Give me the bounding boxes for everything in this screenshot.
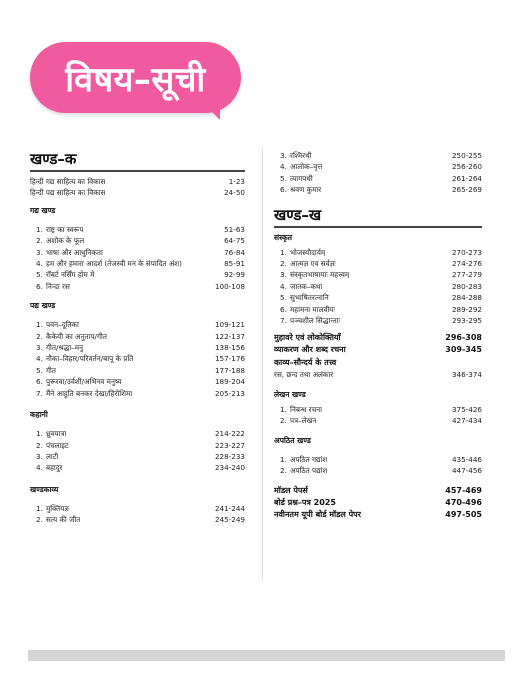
subsection-heading-padya: पद्य खण्ड [30, 301, 56, 311]
subsection-heading-kahani: कहानी [30, 410, 48, 420]
toc-entry[interactable]: 6. महामना मालवीयः 289-292 [280, 304, 482, 314]
toc-entry[interactable]: 4. जातक–कथा 280-283 [280, 281, 482, 291]
heading-rule [30, 170, 245, 172]
subsection-heading-sanskrit: संस्कृत [274, 232, 293, 242]
toc-entry[interactable]: 1. पवन–दूतिका 109-121 [36, 320, 245, 330]
toc-entry[interactable]: हिन्दी पद्य साहित्य का विकास 24-50 [30, 188, 245, 198]
subsection-heading-lekhan: लेखन खण्ड [274, 389, 306, 399]
subsection-heading-gadya: गद्य खण्ड [30, 205, 56, 215]
toc-entry[interactable]: 2. अशोक के फूल 64-75 [36, 236, 245, 246]
footer-bar [28, 650, 505, 661]
toc-entry[interactable]: 4. बहादुर 234-240 [36, 463, 245, 473]
toc-entry[interactable]: 2. पत्र–लेखन 427-434 [280, 416, 482, 426]
toc-entry[interactable]: 6. पुरूरवा/उर्वशी/अभिनव मनुष्य 189-204 [36, 377, 245, 387]
section-heading-khand-kha: खण्ड–ख [274, 205, 322, 224]
toc-entry[interactable]: 3. रश्मिरथी 250-255 [280, 151, 482, 160]
section-heading-khand-ka: खण्ड–क [30, 150, 77, 168]
toc-entry[interactable]: 7. मैंने आहुति बनकर देखा/हिरोशिमा 205-213 [36, 388, 245, 398]
page-title: विषय–सूची [65, 59, 206, 100]
toc-entry[interactable]: 2. सत्य की जीत 245-249 [36, 515, 245, 525]
column-divider [262, 148, 263, 580]
toc-entry[interactable]: 2. पंचलाइट 223-227 [36, 440, 245, 450]
toc-entry[interactable]: 5. सुभाषितरत्नानि 284-288 [280, 293, 482, 303]
toc-entry[interactable]: 1. भोजस्यौदार्यम् 270-273 [280, 247, 482, 257]
toc-entry[interactable]: 2. अपठित पद्यांश 447-456 [280, 466, 482, 476]
heading-rule [274, 226, 482, 228]
toc-entry[interactable]: 1. राष्ट्र का स्वरूप 51-63 [36, 224, 245, 234]
toc-entry-board-paper[interactable]: बोर्ड प्रश्न–पत्र 2025 470-496 [274, 497, 482, 507]
toc-entry[interactable]: 1. ध्रुवयात्रा 214-222 [36, 429, 245, 439]
toc-entry[interactable]: 1. अपठित गद्यांश 435-446 [280, 454, 482, 464]
subsection-heading-kavya-saundarya: काव्य–सौन्दर्य के तत्त्व [274, 358, 337, 368]
toc-entry[interactable]: रस, छन्द तथा अलंकार 346-374 [274, 370, 482, 380]
toc-entry[interactable]: 5. रॉबर्ट नर्सिंग होम में 92-99 [36, 270, 245, 280]
toc-entry[interactable]: 4. आलोक–वृत्त 256-260 [280, 162, 482, 172]
toc-entry[interactable]: 3. गीत/श्रद्धा–मनु 138-156 [36, 343, 245, 353]
toc-entry[interactable]: हिन्दी गद्य साहित्य का विकास 1-23 [30, 177, 245, 186]
toc-entry[interactable]: 1. निबन्ध रचना 375-426 [280, 404, 482, 414]
toc-entry[interactable]: 2. आत्मज्ञ एव सर्वज्ञः 274-276 [280, 259, 482, 269]
toc-right-column [274, 150, 482, 521]
toc-entry[interactable]: 5. त्यागपथी 261-264 [280, 173, 482, 183]
toc-entry-vyakaran[interactable]: व्याकरण और शब्द रचना 309-345 [274, 345, 482, 355]
toc-entry-latest-model[interactable]: नवीनतम यूपी बोर्ड मॉडल पेपर 497-505 [274, 509, 482, 519]
toc-entry-muhavare[interactable]: मुहावरे एवं लोकोक्तियाँ 296-308 [274, 333, 482, 343]
toc-entry[interactable]: 4. नौका–विहार/परिवर्तन/बापू के प्रति 157-176 [36, 354, 245, 364]
toc-entry[interactable]: 3. लाटी 228-233 [36, 451, 245, 461]
subsection-heading-khandkavya: खण्डकाव्य [30, 484, 59, 494]
toc-entry[interactable]: 6. निन्दा रस 100-108 [36, 281, 245, 291]
toc-entry[interactable]: 3. संस्कृतभाषायाः महत्त्वम् 277-279 [280, 270, 482, 280]
toc-entry[interactable]: 4. हम और हमारा आदर्श (तेजस्वी मन के संपादित अंश) 85-91 [36, 259, 245, 269]
toc-entry[interactable]: 6. श्रवण कुमार 265-269 [280, 185, 482, 195]
toc-left-column [30, 150, 245, 526]
toc-entry[interactable]: 2. कैकेयी का अनुताप/गीत 122-137 [36, 331, 245, 341]
toc-entry[interactable]: 3. भाषा और आधुनिकता 76-84 [36, 247, 245, 257]
toc-entry[interactable]: 7. पञ्चशील सिद्धान्ताः 293-295 [280, 316, 482, 326]
toc-entry-model-papers[interactable]: मॉडल पेपर्स 457-469 [274, 485, 482, 495]
subsection-heading-apathit: अपठित खण्ड [274, 435, 311, 445]
toc-entry[interactable]: 1. मुक्तियज्ञ 241-244 [36, 503, 245, 513]
toc-entry[interactable]: 5. गीत 177-188 [36, 365, 245, 375]
